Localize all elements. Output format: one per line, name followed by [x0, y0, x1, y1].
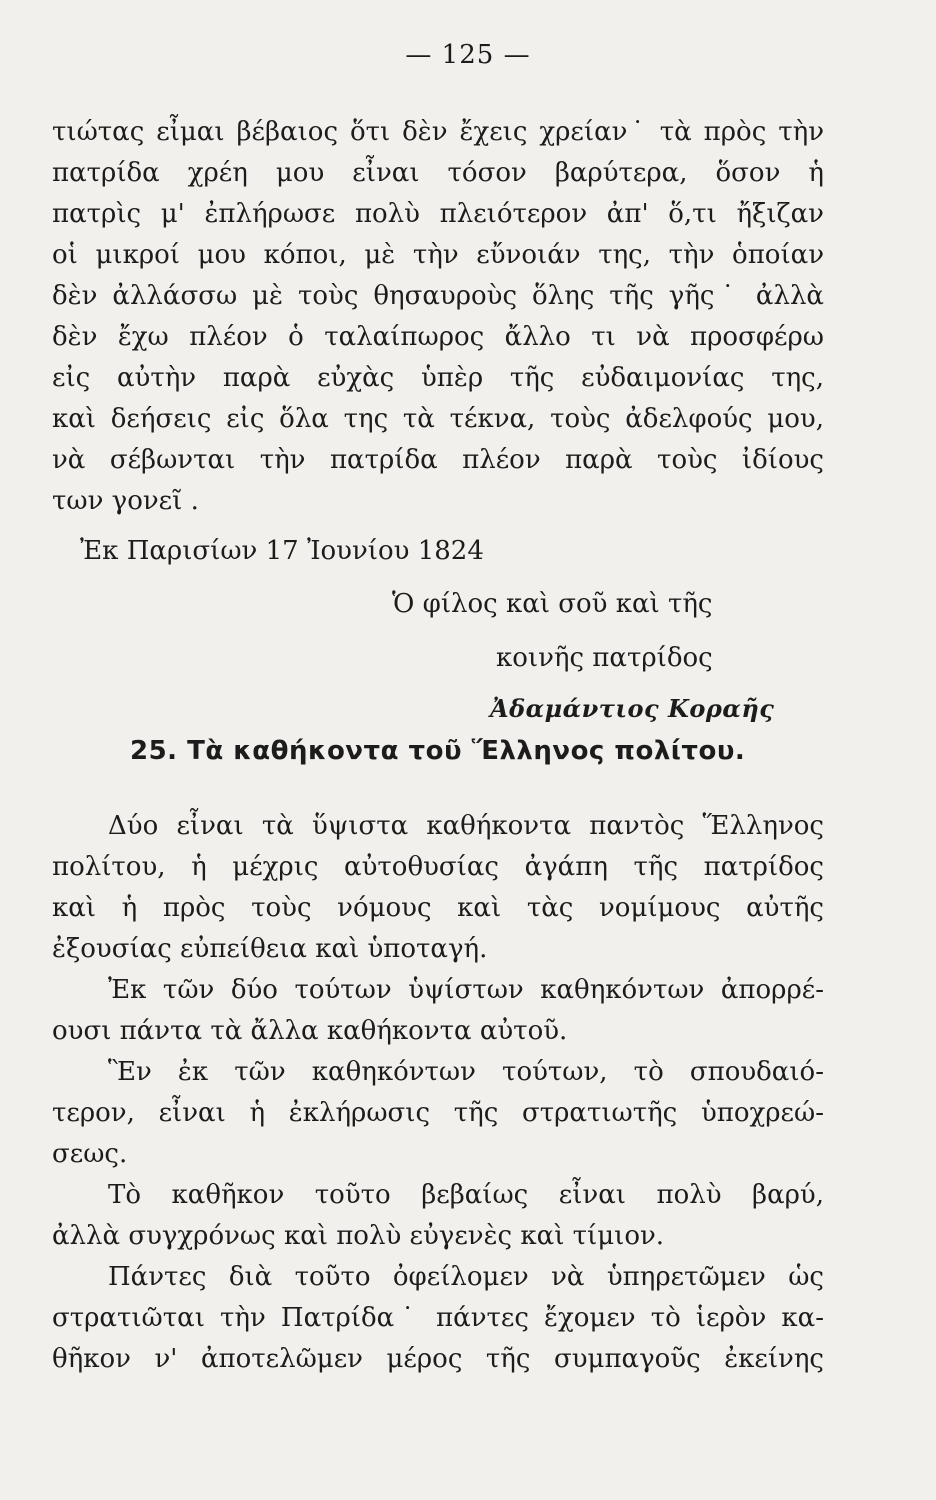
page-number: — 125 — [405, 40, 531, 70]
text-line: Ἓν ἐκ τῶν καθηκόντων τούτων, τὸ σπουδαιό- [108, 1057, 824, 1087]
text-line: πατρίδα χρέη μου εἶναι τόσον βαρύτερα, ὅσον ἡ [52, 158, 824, 188]
text-line: τιώτας εἶμαι βέβαιος ὅτι δὲν ἔχεις χρείαν˙ τὰ πρὸς τὴν [52, 117, 824, 147]
text-line: καὶ δεήσεις εἰς ὅλα της τὰ τέκνα, τοὺς ἀδελφούς μου, [52, 404, 824, 434]
signature: Ἀδαμάντιος Κοραῆς [490, 694, 775, 723]
text-line: σεως. [52, 1139, 128, 1169]
text-line: Ἐκ τῶν δύο τούτων ὑψίστων καθηκόντων ἀπορρέ- [108, 975, 824, 1005]
text-line: ουσι πάντα τὰ ἄλλα καθήκοντα αὐτοῦ. [52, 1016, 568, 1046]
letter-body [52, 112, 824, 522]
text-line: ἀλλὰ συγχρόνως καὶ πολὺ εὐγενὲς καὶ τίμιον. [52, 1221, 665, 1251]
text-line: δὲν ἀλλάσσω μὲ τοὺς θησαυροὺς ὅλης τῆς γῆς˙ ἀλλὰ [52, 281, 824, 311]
place-date-line: Ἐκ Παρισίων 17 Ἰουνίου 1824 [80, 536, 484, 566]
section-body [52, 806, 824, 1380]
text-line: νὰ σέβωνται τὴν πατρίδα πλέον παρὰ τοὺς ἰδίους [52, 445, 824, 475]
text-line: Δύο εἶναι τὰ ὕψιστα καθήκοντα παντὸς Ἕλληνος [108, 811, 824, 841]
text-line: στρατιῶται τὴν Πατρίδα˙ πάντες ἔχομεν τὸ ἱερὸν κα- [52, 1303, 824, 1333]
closing-line: Ὁ φίλος καὶ σοῦ καὶ τῆς [392, 589, 713, 619]
text-line: τερον, εἶναι ἡ ἐκλήρωσις τῆς στρατιωτῆς ὑποχρεώ- [52, 1098, 824, 1128]
text-line: Πάντες διὰ τοῦτο ὀφείλομεν νὰ ὑπηρετῶμεν ὡς [108, 1262, 824, 1292]
text-line: θῆκον ν' ἀποτελῶμεν μέρος τῆς συμπαγοῦς ἐκείνης [52, 1344, 824, 1374]
text-line: πατρὶς μ' ἐπλήρωσε πολὺ πλειότερον ἀπ' ὅ,τι ἤξιζαν [52, 199, 824, 229]
closing-line: κοινῆς πατρίδος [496, 643, 713, 673]
text-line: των γονεῖ . [52, 486, 199, 516]
text-line: Τὸ καθῆκον τοῦτο βεβαίως εἶναι πολὺ βαρύ, [108, 1180, 824, 1210]
text-line: καὶ ἡ πρὸς τοὺς νόμους καὶ τὰς νομίμους αὐτῆς [52, 893, 824, 923]
text-line: πολίτου, ἡ μέχρις αὐτοθυσίας ἀγάπη τῆς πατρίδος [52, 852, 824, 882]
text-line: εἰς αὐτὴν παρὰ εὐχὰς ὑπὲρ τῆς εὐδαιμονίας της, [52, 363, 824, 393]
text-line: οἱ μικροί μου κόποι, μὲ τὴν εὔνοιάν της, τὴν ὁποίαν [52, 240, 824, 270]
section-heading: 25. Τὰ καθήκοντα τοῦ Ἕλληνος πολίτου. [130, 736, 746, 766]
text-line: ἐξουσίας εὐπείθεια καὶ ὑποταγή. [52, 934, 488, 964]
text-line: δὲν ἔχω πλέον ὁ ταλαίπωρος ἄλλο τι νὰ προσφέρω [52, 322, 824, 352]
